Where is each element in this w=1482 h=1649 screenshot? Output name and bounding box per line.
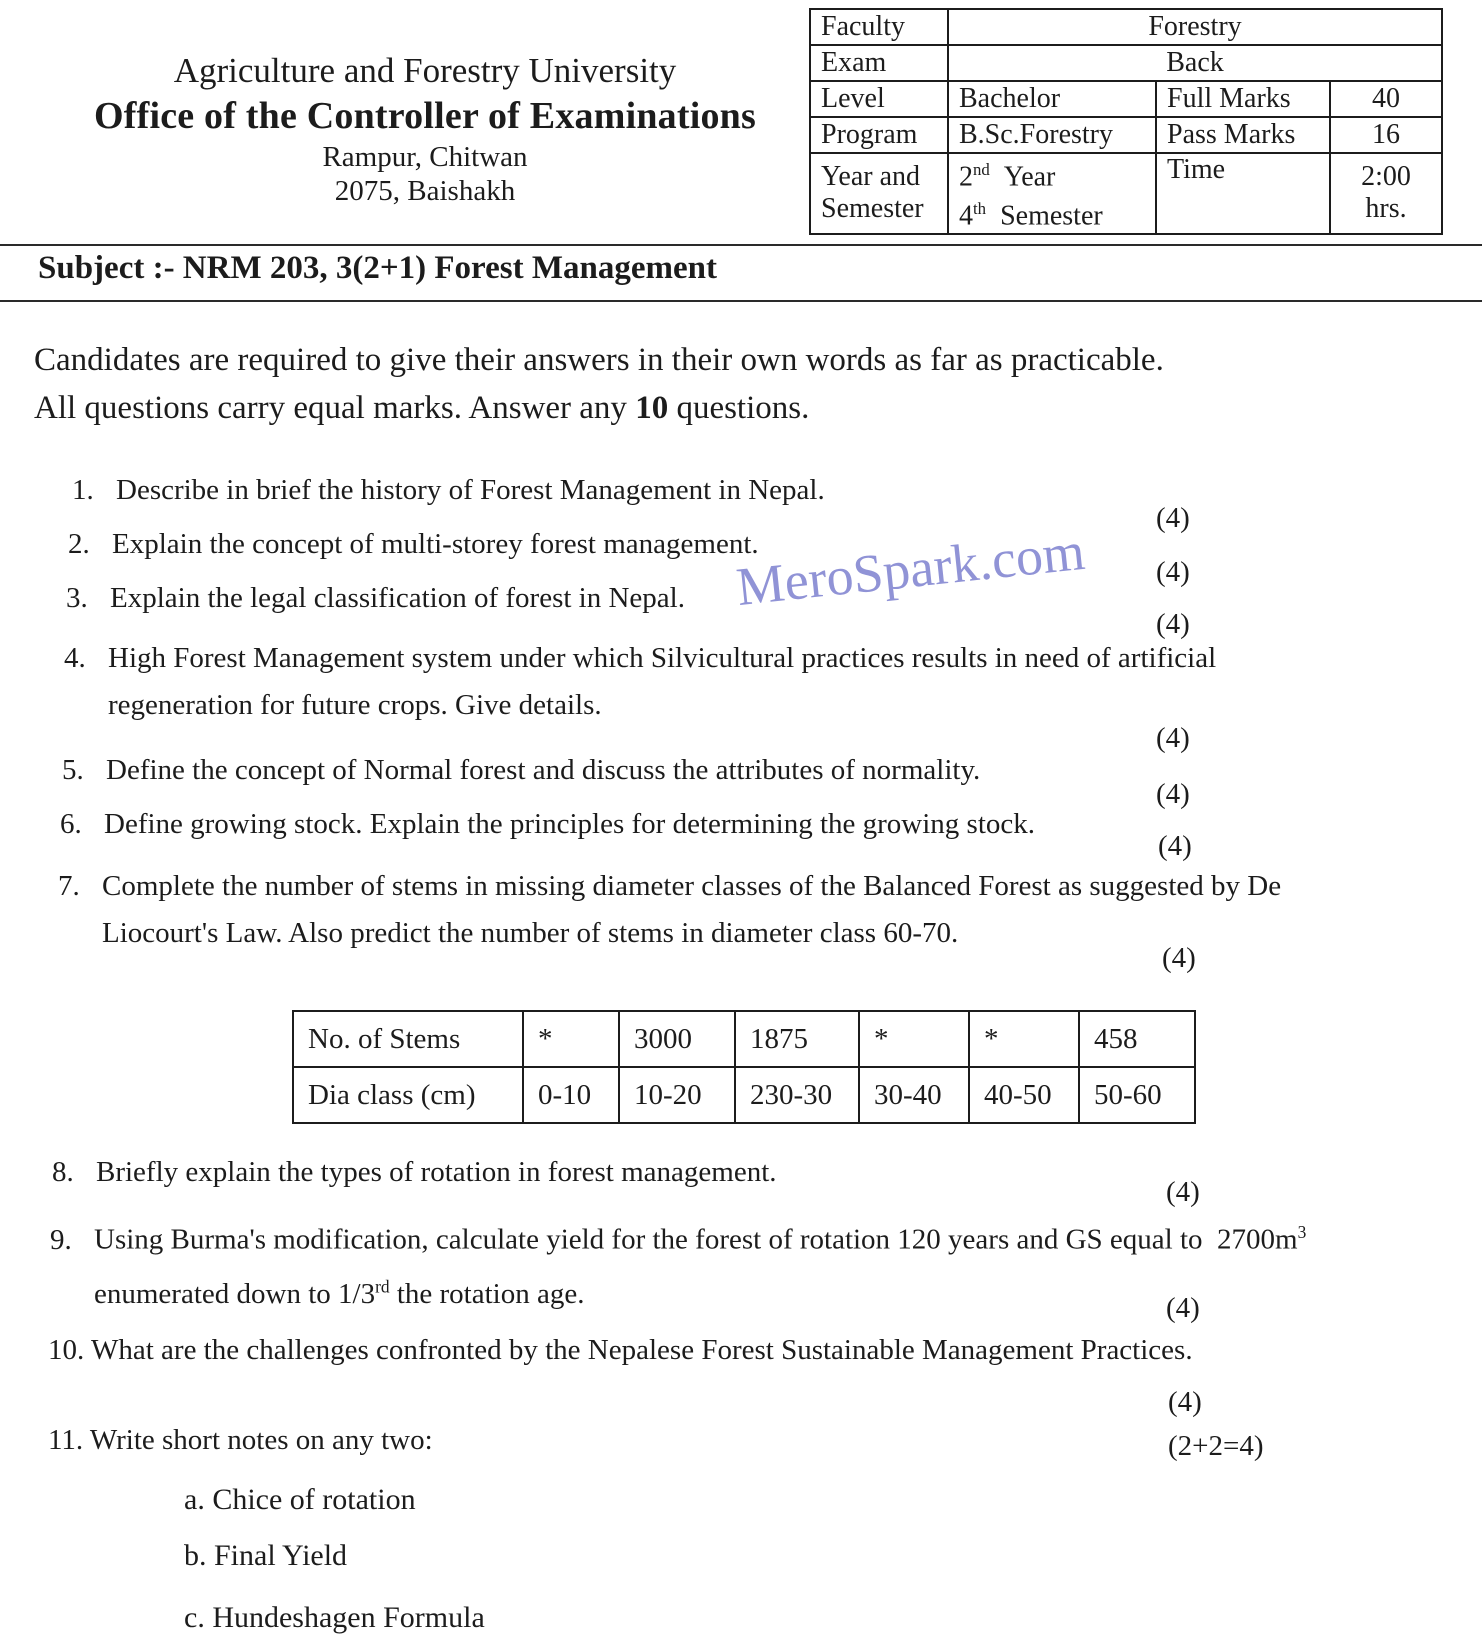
dia-row-label: Dia class (cm) — [293, 1067, 523, 1123]
question-3: 3. Explain the legal classification of forest in Nepal. — [66, 582, 685, 614]
stems-cell: 458 — [1079, 1011, 1195, 1067]
exam-date: 2075, Baishakh — [334, 175, 516, 207]
stems-row — [293, 1011, 1195, 1067]
note-c: c. Hundeshagen Formula — [184, 1601, 485, 1634]
dia-cell: 30-40 — [859, 1067, 969, 1123]
watermark: MeroSpark.com — [733, 520, 1088, 618]
note-a: a. Chice of rotation — [184, 1483, 416, 1516]
exam-value: Back — [948, 45, 1442, 81]
question-5-marks: (4) — [1156, 778, 1190, 810]
note-b: b. Final Yield — [184, 1539, 348, 1572]
question-10-marks: (4) — [1168, 1386, 1202, 1418]
exam-label: Exam — [810, 45, 948, 81]
location: Rampur, Chitwan — [322, 141, 528, 173]
exam-info-table — [809, 8, 1443, 235]
year-label: Year and — [821, 161, 921, 193]
time-value: 2:00 hrs. — [1330, 153, 1442, 234]
bottom-rule — [0, 300, 1482, 302]
faculty-value: Forestry — [948, 9, 1442, 45]
question-7: 7. Complete the number of stems in missing diameter classes of the Balanced Forest as suggested by De Liocourt's Law. Also predict the number of stems in diameter class 60-70. — [58, 870, 1282, 949]
exam-header — [40, 50, 810, 208]
subject-line: Subject :- NRM 203, 3(2+1) Forest Management — [38, 250, 717, 286]
question-6-marks: (4) — [1158, 830, 1192, 862]
stems-cell: 3000 — [619, 1011, 735, 1067]
stems-cell: * — [969, 1011, 1079, 1067]
dia-cell: 230-30 — [735, 1067, 859, 1123]
university-name: Agriculture and Forestry University — [173, 51, 677, 90]
program-label: Program — [810, 117, 948, 153]
stems-table — [292, 1010, 1196, 1124]
question-4-marks: (4) — [1156, 722, 1190, 754]
dia-class-row — [293, 1067, 1195, 1123]
office-name: Office of the Controller of Examinations — [93, 95, 756, 137]
instruction-line-2: All questions carry equal marks. Answer any 10 questions. — [34, 390, 810, 426]
dia-cell: 0-10 — [523, 1067, 619, 1123]
question-3-marks: (4) — [1156, 608, 1190, 640]
dia-cell: 50-60 — [1079, 1067, 1195, 1123]
semester-value: 4th Semester — [959, 199, 1103, 232]
stems-cell: 1875 — [735, 1011, 859, 1067]
stems-row-label: No. of Stems — [293, 1011, 523, 1067]
level-value: Bachelor — [948, 81, 1156, 117]
year-semester-label — [810, 153, 948, 234]
question-9: 9. Using Burma's modification, calculate yield for the forest of rotation 120 years and GS equal to $2700m^3$ enumerated down to 1/3rd the rotation age. — [50, 1222, 1307, 1311]
dia-cell: 10-20 — [619, 1067, 735, 1123]
question-5: 5. Define the concept of Normal forest and discuss the attributes of normality. — [62, 754, 981, 786]
question-7-marks: (4) — [1162, 942, 1196, 974]
full-marks-value: 40 — [1330, 81, 1442, 117]
full-marks-label: Full Marks — [1156, 81, 1330, 117]
semester-label: Semester — [821, 193, 924, 225]
level-label: Level — [810, 81, 948, 117]
question-4: 4. High Forest Management system under which Silvicultural practices results in need of artificial regeneration for future crops. Give details. — [64, 642, 1217, 721]
year-semester-value — [948, 153, 1156, 234]
time-label: Time — [1156, 153, 1330, 234]
question-1: 1. Describe in brief the history of Forest Management in Nepal. — [72, 474, 825, 506]
top-rule — [0, 244, 1482, 246]
instruction-line-1: Candidates are required to give their answers in their own words as far as practicable. — [34, 342, 1164, 378]
question-8: 8. Briefly explain the types of rotation in forest management. — [52, 1156, 777, 1188]
question-10: 10. What are the challenges confronted by the Nepalese Forest Sustainable Management Practices. — [48, 1334, 1193, 1366]
question-1-marks: (4) — [1156, 502, 1190, 534]
question-11-marks: (2+2=4) — [1168, 1430, 1264, 1462]
pass-marks-label: Pass Marks — [1156, 117, 1330, 153]
faculty-label: Faculty — [810, 9, 948, 45]
question-2: 2. Explain the concept of multi-storey forest management. — [68, 528, 759, 560]
question-2-marks: (4) — [1156, 556, 1190, 588]
stems-cell: * — [523, 1011, 619, 1067]
year-value: 2nd Year — [959, 160, 1056, 193]
instructions — [34, 336, 1164, 432]
question-11: 11. Write short notes on any two: — [48, 1424, 433, 1456]
question-8-marks: (4) — [1166, 1176, 1200, 1208]
question-6: 6. Define growing stock. Explain the principles for determining the growing stock. — [60, 808, 1036, 840]
pass-marks-value: 16 — [1330, 117, 1442, 153]
stems-cell: * — [859, 1011, 969, 1067]
program-value: B.Sc.Forestry — [948, 117, 1156, 153]
question-9-marks: (4) — [1166, 1292, 1200, 1324]
dia-cell: 40-50 — [969, 1067, 1079, 1123]
